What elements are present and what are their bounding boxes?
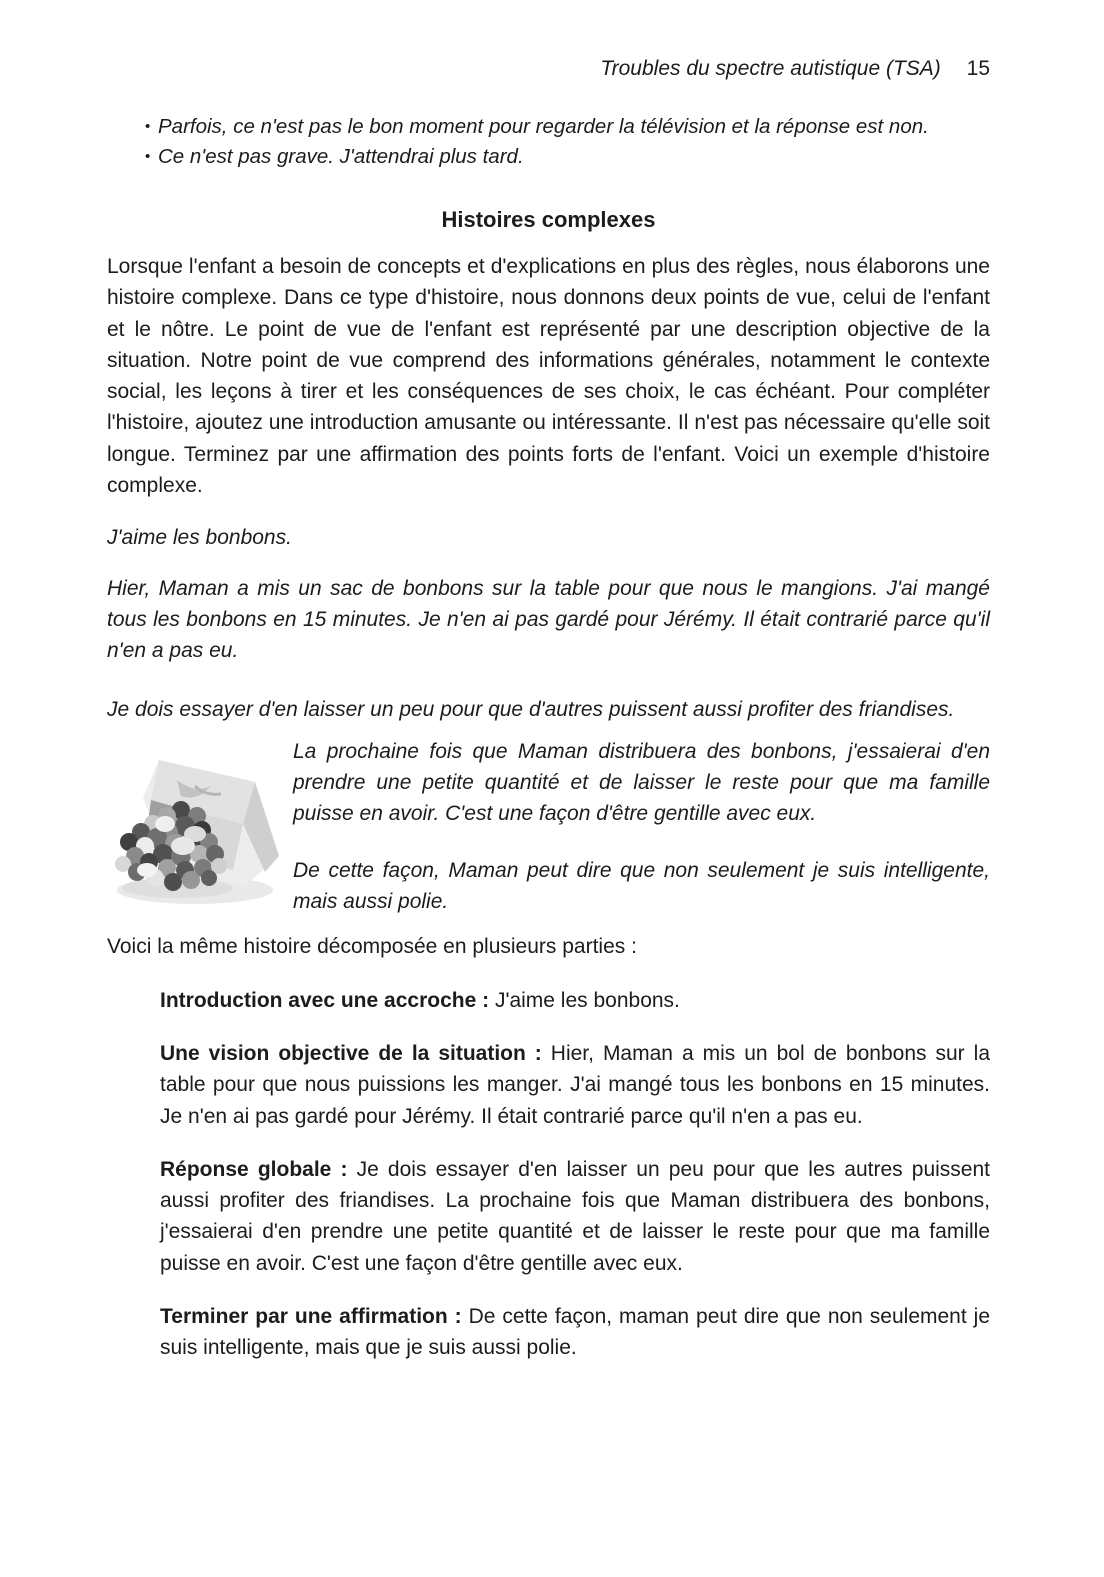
- breakdown-intro: Voici la même histoire décomposée en plusieurs parties :: [107, 935, 637, 959]
- breakdown-label: Une vision objective de la situation :: [160, 1041, 542, 1065]
- breakdown-section-reponse-globale: [160, 1154, 990, 1279]
- bullet-text: Parfois, ce n'est pas le bon moment pour regarder la télévision et la réponse est non.: [158, 115, 929, 138]
- story-wrapped-2: De cette façon, Maman peut dire que non seulement je suis intelligente, mais aussi polie.: [293, 858, 990, 914]
- breakdown-text: Hier, Maman a mis un bol de bonbons sur la table pour que nous puissions les manger. J'ai mangé tous les bonbons en 15 minutes. Je n'en ai pas gardé pour Jérémy. Il était contrarié parce qu'il n'en a pas eu.: [160, 1041, 990, 1128]
- list-item: [145, 142, 990, 172]
- intro-paragraph: Lorsque l'enfant a besoin de concepts et d'explications en plus des règles, nous élaborons une histoire complexe. Dans ce type d'histoire, nous donnons deux points de vue, celui de l'enfant et le nôtre. Le point de vue de l'enfant est représenté par une description objective de la situation. Notre point de vue comprend des informations générales, notamment le contexte social, les leçons à tirer et les conséquences de ses choix, le cas échéant. Pour compléter l'histoire, ajoutez une introduction amusante ou intéressante. Il n'est pas nécessaire qu'elle soit longue. Terminez par une affirmation des points forts de l'enfant. Voici un exemple d'histoire complexe.: [107, 255, 990, 498]
- section-heading: Histoires complexes: [441, 207, 656, 232]
- breakdown-section-vision-objective: [160, 1038, 990, 1132]
- bullet-icon: •: [145, 148, 151, 165]
- running-head: [107, 56, 990, 82]
- breakdown-text: J'aime les bonbons.: [494, 988, 680, 1012]
- candy-box-image: [107, 738, 285, 914]
- story-hook: J'aime les bonbons.: [107, 526, 292, 550]
- page-content: [107, 0, 990, 1364]
- breakdown-section-affirmation: [160, 1301, 990, 1364]
- bullet-icon: •: [145, 118, 151, 135]
- list-item: [145, 112, 990, 142]
- story-objective: Hier, Maman a mis un sac de bonbons sur la table pour que nous le mangions. J'ai mangé tous les bonbons en 15 minutes. Je n'en ai pas gardé pour Jérémy. Il était contrarié parce qu'il n'en a pas eu.: [107, 576, 990, 663]
- story-lead: Je dois essayer d'en laisser un peu pour que d'autres puissent aussi profiter des friandises.: [107, 697, 955, 721]
- bullet-text: Ce n'est pas grave. J'attendrai plus tard.: [158, 145, 524, 168]
- bullet-list: [107, 112, 990, 172]
- story-wrapped-1: La prochaine fois que Maman distribuera des bonbons, j'essaierai d'en prendre une petite quantité et de laisser le reste pour que ma famille puisse en avoir. C'est une façon d'être gentille avec eux.: [293, 739, 990, 826]
- breakdown-text: Je dois essayer d'en laisser un peu pour que les autres puissent aussi profiter des friandises. La prochaine fois que Maman distribuera des bonbons, j'essaierai d'en prendre une petite quantité et de laisser le reste pour que ma famille puisse en avoir. C'est une façon d'être gentille avec eux.: [160, 1157, 990, 1275]
- breakdown-label: Terminer par une affirmation :: [160, 1305, 462, 1329]
- story-wrap-block: [107, 736, 990, 917]
- page-number: 15: [966, 57, 990, 80]
- breakdown-text: De cette façon, maman peut dire que non seulement je suis intelligente, mais que je suis aussi polie.: [160, 1305, 990, 1360]
- breakdown-label: Introduction avec une accroche :: [160, 988, 490, 1012]
- running-head-title: Troubles du spectre autistique (TSA): [600, 57, 941, 80]
- breakdown-label: Réponse globale :: [160, 1157, 348, 1181]
- breakdown-section-introduction: [160, 985, 990, 1016]
